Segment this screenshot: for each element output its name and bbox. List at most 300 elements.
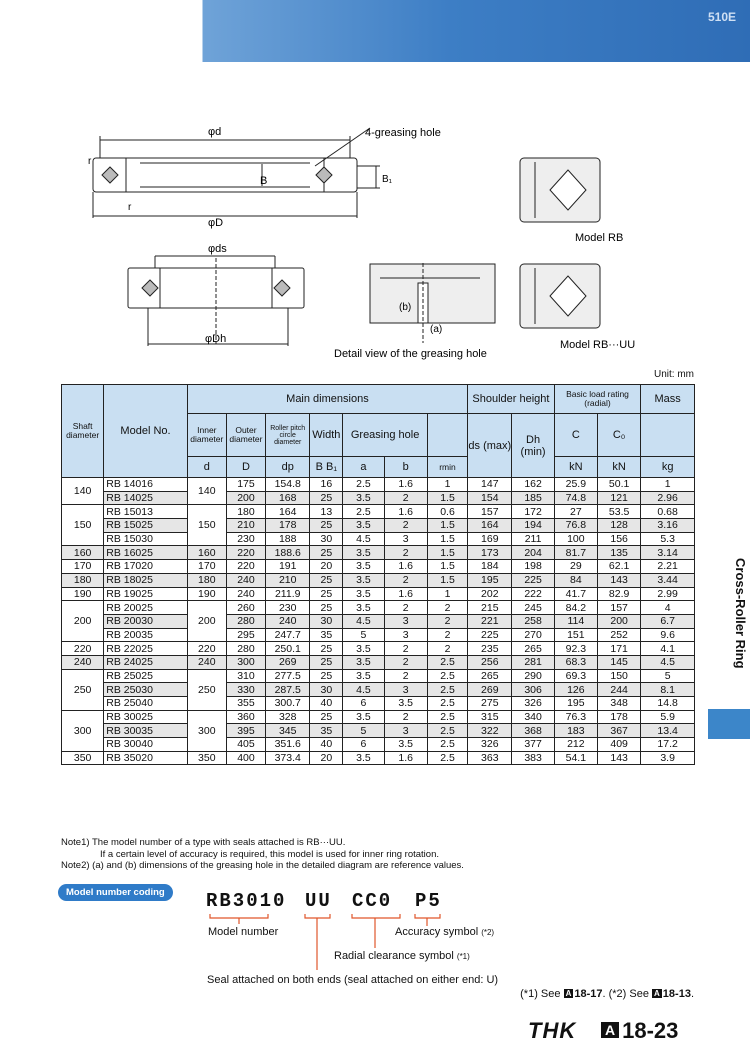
table-cell: 13.4 (641, 724, 695, 738)
table-cell: 53.5 (597, 505, 640, 519)
table-cell: 160 (62, 546, 104, 560)
table-cell: 270 (512, 628, 554, 642)
label-phi-ds: φds (208, 243, 227, 255)
table-row (62, 683, 695, 697)
table-cell: 350 (187, 751, 226, 765)
table-cell: 188 (266, 532, 310, 546)
table-cell: 240 (266, 614, 310, 628)
table-cell: 2.5 (427, 710, 467, 724)
table-cell: 280 (226, 642, 265, 656)
table-cell: 3.5 (343, 642, 384, 656)
table-cell: 2 (427, 642, 467, 656)
table-cell: 2.99 (641, 587, 695, 601)
table-cell: 168 (266, 491, 310, 505)
table-cell: RB 30035 (104, 724, 187, 738)
label-B1: B₁ (382, 174, 393, 185)
thk-logo: THK (528, 1018, 577, 1043)
table-cell: 5.9 (641, 710, 695, 724)
table-cell: RB 24025 (104, 655, 187, 669)
table-cell: 221 (468, 614, 512, 628)
table-cell: 269 (266, 655, 310, 669)
table-cell: 4.5 (343, 683, 384, 697)
table-cell: 3.9 (641, 751, 695, 765)
th-kN1: kN (554, 457, 597, 478)
table-cell: 135 (597, 546, 640, 560)
bearing-diagrams (80, 118, 700, 366)
th-mass: Mass (641, 385, 695, 414)
table-cell: 204 (512, 546, 554, 560)
code-model: RB3010 (206, 890, 287, 912)
table-cell: 3.5 (343, 546, 384, 560)
table-cell: 178 (266, 519, 310, 533)
label-radial (334, 950, 470, 962)
table-cell: 82.9 (597, 587, 640, 601)
table-cell: 306 (512, 683, 554, 697)
table-cell: 2 (384, 519, 427, 533)
table-cell: 2.5 (427, 655, 467, 669)
table-cell: 3.5 (343, 587, 384, 601)
table-cell: 350 (62, 751, 104, 765)
table-cell: 180 (62, 573, 104, 587)
th-ds: ds (max) (468, 414, 512, 478)
table-cell: RB 22025 (104, 642, 187, 656)
table-row (62, 491, 695, 505)
table-cell: 1.6 (384, 505, 427, 519)
table-cell: 220 (226, 560, 265, 574)
see-1-ref[interactable]: 18-17 (574, 988, 603, 1000)
table-cell: 68.3 (554, 655, 597, 669)
table-cell: 300 (187, 710, 226, 751)
table-cell: 210 (266, 573, 310, 587)
th-shaft: Shaft diameter (62, 385, 104, 478)
table-cell: 240 (187, 655, 226, 669)
table-cell: 290 (512, 669, 554, 683)
table-cell: 126 (554, 683, 597, 697)
label-B: B (260, 175, 268, 187)
table-cell: 225 (512, 573, 554, 587)
table-cell: 2.5 (343, 505, 384, 519)
table-cell: 184 (468, 560, 512, 574)
coding-leaders (200, 912, 460, 982)
table-cell: 76.3 (554, 710, 597, 724)
table-cell: 170 (187, 560, 226, 574)
table-cell: 295 (226, 628, 265, 642)
table-row (62, 710, 695, 724)
table-cell: 1.6 (384, 478, 427, 492)
table-cell: 14.8 (641, 697, 695, 711)
table-cell: 3.16 (641, 519, 695, 533)
table-cell: 195 (468, 573, 512, 587)
table-cell: 3.5 (343, 655, 384, 669)
table-cell: 20 (310, 560, 343, 574)
table-cell: 2.5 (427, 669, 467, 683)
table-cell: 81.7 (554, 546, 597, 560)
table-cell: RB 25025 (104, 669, 187, 683)
table-cell: 172 (512, 505, 554, 519)
table-row (62, 614, 695, 628)
table-cell: 340 (512, 710, 554, 724)
table-cell: 4.5 (343, 532, 384, 546)
table-cell: 3 (384, 683, 427, 697)
table-cell: 169 (468, 532, 512, 546)
table-cell: 4.5 (641, 655, 695, 669)
table-cell: 211.9 (266, 587, 310, 601)
table-cell: 1 (427, 587, 467, 601)
table-cell: 326 (468, 738, 512, 752)
table-cell: RB 14016 (104, 478, 187, 492)
table-cell: 54.1 (554, 751, 597, 765)
table-cell: 162 (512, 478, 554, 492)
table-cell: 25 (310, 710, 343, 724)
label-accuracy-ref: (*2) (481, 928, 495, 937)
table-cell: 175 (226, 478, 265, 492)
table-cell: 114 (554, 614, 597, 628)
table-cell: 245 (512, 601, 554, 615)
table-cell: 383 (512, 751, 554, 765)
th-d: d (187, 457, 226, 478)
spec-table (61, 384, 695, 765)
table-cell: 143 (597, 751, 640, 765)
table-cell: RB 15030 (104, 532, 187, 546)
table-cell: 2 (384, 601, 427, 615)
table-row (62, 532, 695, 546)
table-cell: 143 (597, 573, 640, 587)
table-cell: 3.5 (343, 491, 384, 505)
table-cell: 220 (226, 546, 265, 560)
table-cell: 25 (310, 655, 343, 669)
table-cell: 2 (427, 628, 467, 642)
table-cell: 30 (310, 532, 343, 546)
detail-caption: Detail view of the greasing hole (334, 348, 487, 360)
table-cell: 256 (468, 655, 512, 669)
table-cell: 3.5 (384, 697, 427, 711)
see-1-box: A (565, 989, 572, 998)
table-row (62, 519, 695, 533)
th-shoulder: Shoulder height (468, 385, 555, 414)
table-cell: 30 (310, 683, 343, 697)
table-cell: 300.7 (266, 697, 310, 711)
table-row (62, 642, 695, 656)
unit-label: Unit: mm (654, 369, 694, 380)
table-row (62, 478, 695, 492)
table-cell: 5 (641, 669, 695, 683)
table-cell: RB 15013 (104, 505, 187, 519)
table-cell: 409 (597, 738, 640, 752)
table-cell: 360 (226, 710, 265, 724)
table-cell: 212 (554, 738, 597, 752)
table-cell: 5 (343, 724, 384, 738)
table-cell: 4.5 (343, 614, 384, 628)
table-cell: 6 (343, 697, 384, 711)
table-cell: 405 (226, 738, 265, 752)
table-cell: 252 (597, 628, 640, 642)
table-cell: 3.5 (343, 519, 384, 533)
table-cell: 35 (310, 724, 343, 738)
table-cell: 5 (343, 628, 384, 642)
table-cell: 25 (310, 642, 343, 656)
table-cell: 1.5 (427, 573, 467, 587)
table-cell: 265 (468, 669, 512, 683)
table-cell: 180 (187, 573, 226, 587)
label-model-number: Model number (208, 926, 279, 938)
table-cell: 3.5 (343, 751, 384, 765)
label-radial-text: Radial clearance symbol (334, 950, 454, 962)
table-cell: 258 (512, 614, 554, 628)
table-cell: 3.5 (343, 601, 384, 615)
th-mass-blank (641, 414, 695, 457)
table-cell: 191 (266, 560, 310, 574)
table-cell: 20 (310, 751, 343, 765)
notes (61, 837, 464, 872)
table-cell: 3.5 (343, 560, 384, 574)
label-phi-Dh: φDh (205, 333, 227, 345)
table-cell: 225 (468, 628, 512, 642)
table-cell: RB 20035 (104, 628, 187, 642)
table-cell: 230 (226, 532, 265, 546)
table-cell: 150 (597, 669, 640, 683)
th-dp: dp (266, 457, 310, 478)
table-cell: 235 (468, 642, 512, 656)
page-code: 510E (707, 10, 736, 24)
see-1-text: (*1) See (520, 988, 564, 1000)
table-cell: 25 (310, 601, 343, 615)
page-number-text: 18-23 (622, 1018, 679, 1043)
table-cell: 3.14 (641, 546, 695, 560)
see-references (520, 988, 694, 1000)
table-cell: 220 (62, 642, 104, 656)
table-cell: 173 (468, 546, 512, 560)
table-cell: 183 (554, 724, 597, 738)
th-inner: Inner diameter (187, 414, 226, 457)
table-cell: 367 (597, 724, 640, 738)
side-title: Cross-Roller Ring (733, 558, 748, 669)
table-cell: 351.6 (266, 738, 310, 752)
table-cell: 185 (512, 491, 554, 505)
table-row (62, 573, 695, 587)
th-C0: C₀ (597, 414, 640, 457)
code-seal: UU (305, 890, 332, 912)
label-model-rb: Model RB (575, 232, 624, 244)
table-cell: 3.5 (343, 669, 384, 683)
th-BB1: B B₁ (310, 457, 343, 478)
table-cell: 2.96 (641, 491, 695, 505)
table-cell: 4 (641, 601, 695, 615)
table-cell: 315 (468, 710, 512, 724)
see-2-ref[interactable]: 18-13 (662, 988, 691, 1000)
table-cell: 2 (427, 614, 467, 628)
table-cell: 345 (266, 724, 310, 738)
table-cell: 200 (187, 601, 226, 642)
table-cell: 17.2 (641, 738, 695, 752)
label-model-rbuu: Model RB···UU (560, 339, 636, 351)
label-accuracy (395, 926, 494, 938)
table-cell: 164 (266, 505, 310, 519)
table-cell: 3 (384, 628, 427, 642)
table-cell: 62.1 (597, 560, 640, 574)
table-row (62, 628, 695, 642)
table-cell: 157 (468, 505, 512, 519)
th-load: Basic load rating (radial) (554, 385, 641, 414)
table-cell: 281 (512, 655, 554, 669)
table-cell: 188.6 (266, 546, 310, 560)
table-cell: 2 (384, 546, 427, 560)
table-cell: 0.68 (641, 505, 695, 519)
table-cell: RB 30025 (104, 710, 187, 724)
table-cell: 280 (226, 614, 265, 628)
table-row (62, 697, 695, 711)
see-end: . (690, 988, 694, 1000)
th-greasing: Greasing hole (343, 414, 428, 457)
table-cell: 178 (597, 710, 640, 724)
table-cell: 269 (468, 683, 512, 697)
table-cell: 140 (187, 478, 226, 505)
label-seal: Seal attached on both ends (seal attached on either end: U) (207, 974, 499, 986)
th-C: C (554, 414, 597, 457)
table-cell: 154.8 (266, 478, 310, 492)
th-kN2: kN (597, 457, 640, 478)
table-cell: 25 (310, 573, 343, 587)
table-cell: 180 (226, 505, 265, 519)
page-number (601, 1018, 678, 1044)
table-cell: 25 (310, 587, 343, 601)
th-outer: Outer diameter (226, 414, 265, 457)
table-row (62, 751, 695, 765)
note-1b: If a certain level of accuracy is required, this model is used for inner ring rotation. (100, 848, 439, 860)
table-cell: 1 (427, 478, 467, 492)
table-cell: 190 (62, 587, 104, 601)
table-cell: 215 (468, 601, 512, 615)
table-cell: 84.2 (554, 601, 597, 615)
table-cell: 1.6 (384, 587, 427, 601)
table-cell: 202 (468, 587, 512, 601)
label-r-top: r (88, 156, 92, 167)
table-cell: 2 (384, 669, 427, 683)
table-cell: 2 (384, 642, 427, 656)
table-cell: 128 (597, 519, 640, 533)
table-cell: 35 (310, 628, 343, 642)
table-cell: RB 19025 (104, 587, 187, 601)
table-cell: 4.1 (641, 642, 695, 656)
table-cell: 200 (226, 491, 265, 505)
table-cell: 2.21 (641, 560, 695, 574)
table-cell: 250.1 (266, 642, 310, 656)
table-cell: 328 (266, 710, 310, 724)
table-cell: 40 (310, 697, 343, 711)
table-cell: 3.5 (343, 710, 384, 724)
table-cell: 25.9 (554, 478, 597, 492)
table-cell: 74.8 (554, 491, 597, 505)
table-cell: 348 (597, 697, 640, 711)
table-cell: 25 (310, 491, 343, 505)
th-model: Model No. (104, 385, 187, 478)
table-cell: 145 (597, 655, 640, 669)
table-cell: 247.7 (266, 628, 310, 642)
table-cell: 200 (597, 614, 640, 628)
table-cell: 250 (62, 669, 104, 710)
page-box: A (601, 1022, 619, 1038)
th-D: D (226, 457, 265, 478)
table-cell: 2 (427, 601, 467, 615)
table-cell: 240 (226, 587, 265, 601)
table-cell: RB 20030 (104, 614, 187, 628)
see-2-box: A (654, 989, 660, 998)
table-cell: 9.6 (641, 628, 695, 642)
table-cell: 76.8 (554, 519, 597, 533)
table-cell: 151 (554, 628, 597, 642)
table-cell: 277.5 (266, 669, 310, 683)
table-cell: 3.44 (641, 573, 695, 587)
label-b: (b) (399, 302, 412, 313)
table-cell: 310 (226, 669, 265, 683)
table-cell: RB 17020 (104, 560, 187, 574)
table-cell: 240 (62, 655, 104, 669)
table-cell: 330 (226, 683, 265, 697)
table-row (62, 601, 695, 615)
table-cell: 154 (468, 491, 512, 505)
table-cell: 1.5 (427, 560, 467, 574)
table-row (62, 587, 695, 601)
table-cell: 275 (468, 697, 512, 711)
table-row (62, 546, 695, 560)
table-cell: 3.5 (343, 573, 384, 587)
table-cell: 230 (266, 601, 310, 615)
table-cell: RB 20025 (104, 601, 187, 615)
table-cell: 2 (384, 655, 427, 669)
table-cell: 0.6 (427, 505, 467, 519)
th-r-blank (427, 414, 467, 457)
table-cell: 1.5 (427, 546, 467, 560)
table-cell: 195 (554, 697, 597, 711)
table-cell: 13 (310, 505, 343, 519)
table-cell: 147 (468, 478, 512, 492)
table-row (62, 669, 695, 683)
table-cell: 29 (554, 560, 597, 574)
table-cell: 368 (512, 724, 554, 738)
table-cell: 3 (384, 614, 427, 628)
code-accuracy: P5 (415, 890, 442, 912)
code-clearance: CC0 (352, 890, 393, 912)
table-cell: 16 (310, 478, 343, 492)
note-2: Note2) (a) and (b) dimensions of the greasing hole in the detailed diagram are reference values. (61, 860, 464, 871)
table-row (62, 655, 695, 669)
table-cell: 6 (343, 738, 384, 752)
table-cell: 198 (512, 560, 554, 574)
table-cell: 84 (554, 573, 597, 587)
table-cell: 363 (468, 751, 512, 765)
table-cell: 121 (597, 491, 640, 505)
table-cell: 210 (226, 519, 265, 533)
table-cell: RB 18025 (104, 573, 187, 587)
table-cell: 1.5 (427, 491, 467, 505)
model-coding-pill: Model number coding (58, 884, 173, 901)
table-cell: 3 (384, 724, 427, 738)
table-cell: 377 (512, 738, 554, 752)
table-row (62, 505, 695, 519)
table-cell: 27 (554, 505, 597, 519)
table-cell: 160 (187, 546, 226, 560)
table-cell: RB 30040 (104, 738, 187, 752)
table-cell: 190 (187, 587, 226, 601)
table-row (62, 724, 695, 738)
label-phi-d: φd (208, 126, 222, 138)
table-cell: 25 (310, 546, 343, 560)
table-cell: 6.7 (641, 614, 695, 628)
table-cell: 100 (554, 532, 597, 546)
table-cell: 250 (187, 669, 226, 710)
see-2-text: . (*2) See (602, 988, 653, 1000)
label-phi-D: φD (208, 217, 224, 229)
table-cell: 1 (641, 478, 695, 492)
